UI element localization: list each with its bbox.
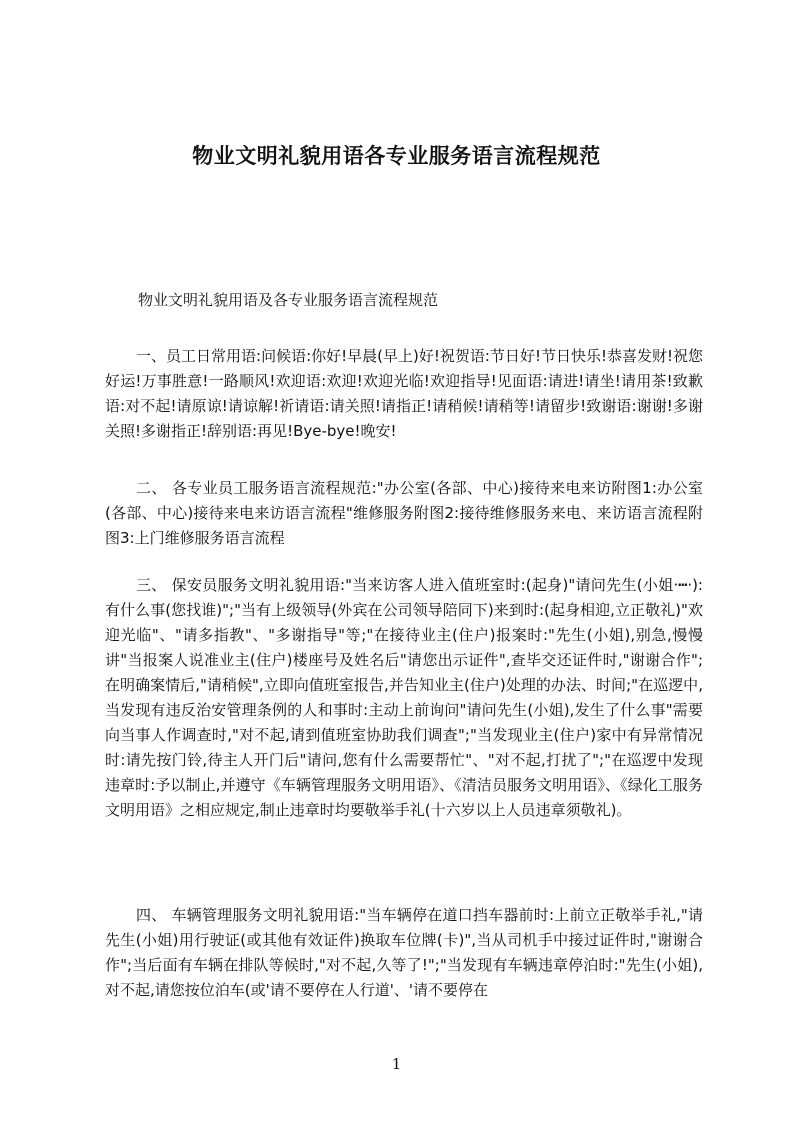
paragraph-service-process: 二、 各专业员工服务语言流程规范:"办公室(各部、中心)接待来电来访附图1:办公室(各部、中心)接待来电来访语言流程"维修服务附图2:接待维修服务来电、来访语言流程附图3:上门维修服务语言流程 [105,479,703,547]
page-number: 1 [391,1055,402,1073]
document-title: 物业文明礼貌用语各专业服务语言流程规范 [192,144,601,168]
paragraph-security-guard: 三、 保安员服务文明礼貌用语:"当来访客人进入值班室时:(起身)"请问先生(小姐·┅·):有什么事(您找谁)";"当有上级领导(外宾在公司领导陪同下)来到时:(起身相迎,立正敬礼)"欢迎光临"、"请多指教"、"多谢指导"等;"在接待业主(住户)报案时:"先生(小姐),别急,慢慢讲"当报案人说准业主(住户)楼座号及姓名后"请您出示证件",查毕交还证件时,"谢谢合作";在明确案情后,"请稍候",立即向值班室报告,并告知业主(住户)处理的办法、时间;"在巡逻中,当发现有违反治安管理条例的人和事时:主动上前询问"请问先生(小姐),发生了什么事"需要向当事人作调查时,"对不起,请到值班室协助我们调查";"当发现业主(住户)家中有异常情况时:请先按门铃,待主人开门后"请问,您有什么需要帮忙"、"对不起,打扰了";"在巡逻中发现违章时:予以制止,并遵守《车辆管理服务文明用语》、《清洁员服务文明用语》、《绿化工服务文明用语》之相应规定,制止违章时均要敬举手礼(十六岁以上人员违章须敬礼)。 [105,576,703,819]
paragraph-vehicle-management: 四、 车辆管理服务文明礼貌用语:"当车辆停在道口挡车器前时:上前立正敬举手礼,"请先生(小姐)用行驶证(或其他有效证件)换取车位牌(卡)",当从司机手中接过证件时,"谢谢合作";当后面有车辆在排队等候时,"对不起,久等了!";"当发现有车辆违章停泊时:"先生(小姐),对不起,请您按位泊车(或'请不要停在人行道'、'请不要停在 [105,906,703,999]
paragraph-daily-phrases: 一、员工日常用语:问候语:你好!早晨(早上)好!祝贺语:节日好!节日快乐!恭喜发财!祝您好运!万事胜意!一路顺风!欢迎语:欢迎!欢迎光临!欢迎指导!见面语:请进!请坐!请用茶!致歉语:对不起!请原谅!请谅解!祈请语:请关照!请指正!请稍候!请稍等!请留步!致谢语:谢谢!多谢关照!多谢指正!辞别语:再见!Bye-bye!晚安! [105,347,703,440]
document-subtitle: 物业文明礼貌用语及各专业服务语言流程规范 [138,291,439,309]
